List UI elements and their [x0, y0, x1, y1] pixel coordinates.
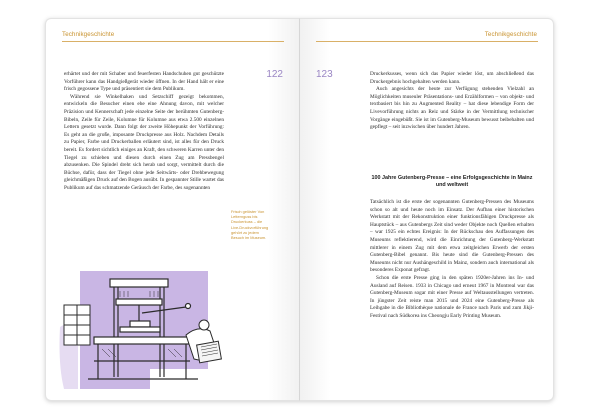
illustration-caption: Frisch gelöster Von Letternguss bis Druckerkuss – die Live-Druckvorführung gehört zu jedem Besuch im Museum. — [231, 209, 269, 241]
printing-press-illustration — [58, 265, 236, 393]
left-paragraph-1: erhärtet und der mit Schaber und feuerfesten Handschuhen gut geschützte Vorführer kann das Handgießgerät wieder öffnen. In der Hand hält er eine frisch gegossene Type und präsentiert sie dem Publikum. — [64, 71, 224, 93]
right-paragraph-4: Schon die erste Presse ging in den späten 1920er-Jahren ins In- und Ausland auf Reisen. 1933 in Chicago und erneut 1967 in Montreal war das Gutenberg-Museum sogar mit einer Presse auf Weltausstellungen vertreten. In jüngster Zeit reiste man 2015 und 2024 eine Gutenberg-Presse als Leihgabe in die Bibliothèque nationale de France nach Paris und zum Jikji-Festival nach Südkorea ins Cheongju Early Printing Museum. — [370, 274, 534, 319]
right-body-text-top — [370, 71, 534, 132]
right-header-rule — [316, 41, 538, 42]
right-page — [299, 18, 554, 401]
right-paragraph-1: Druckerkusses, wenn sich das Papier wieder löst, um abschließend das Druckergebnis hochgehalten werden kann. — [370, 71, 534, 85]
right-body-text-bottom — [370, 199, 534, 321]
right-running-head: Technikgeschichte — [484, 31, 537, 38]
left-body-text — [64, 71, 224, 193]
open-book — [45, 18, 554, 401]
left-page-number: 122 — [266, 69, 283, 80]
section-subheading: 100 Jahre Gutenberg-Presse – eine Erfolgsgeschichte in Mainz und weltweit — [371, 175, 533, 189]
left-header-rule — [62, 41, 284, 42]
left-page — [45, 18, 299, 401]
right-page-number: 123 — [316, 69, 333, 80]
right-paragraph-2: Auch angesichts der heute zur Verfügung stehenden Vielzahl an Möglichkeiten museuler Präsentations- und Erzählformen – von objekt- und textbasiert bis hin zu Augmented Reality – hat diese lebendige Form der Livevorführung nichts an Reiz und Stärke in der Vermittlung technischer Vorgänge eingebüßt. Sie ist im Gutenberg-Museum bewusst beibehalten und gepflegt – seit inzwischen über hundert Jahren. — [370, 86, 534, 131]
left-paragraph-2: Während sie Winkelhaken und Setzschiff gezeigt bekommen, entwickeln die Besucher einen ehe eine Ahnung davon, mit welcher Präzision und Kennerschaft jede einzelne Seite der berühmten Gutenberg-Bibeln, Zeile für Zeile, Kolumne für Kolumne aus etwa 2.500 einzelnen Lettern gesetzt wurde. Dann folgt der zweite Höhepunkt der Vorführung: Es geht an die große, imposante Druckpresse aus Holz. Nachdem Details zu Papier, Farbe und Druckerballen erläutert sind, ist alles für den Druck bereit. Es fordert sichtlich einiges an Kraft, den schweren Karren unter den Tiegel zu schieben und diesen durch einen Zug am Pressbengel abzusenken. Die Spindel dreht sich herab und sorgt, vermittelt durch die Büchse, dafür, dass der Tiegel ohne jede Seitwärts- oder Drehbewegung gleichmäßigen Druck auf den Bogen ausübt. In gespannter Stille wartet das Publikum auf das schmatzende Geräusch der Farbe, des sogenannten — [64, 93, 224, 191]
left-running-head: Technikgeschichte — [62, 31, 115, 38]
right-paragraph-3: Tatsächlich ist die erste der sogenannten Gutenberg-Pressen des Museums schon so alt und heute noch im Einsatz. Der Aufbau einer historischen Werkstatt mit der Rekonstruktion einer funktionsfähigen Druckpresse als Hauptstück – aus Gutenbergs Zeit sind weder Objekte noch Quellen erhalten – war 1925 ein echtes Ereignis: In der Rückschau den Auffassungen des Museums reflektierend, wird die Einrichtung der Gutenberg-Werkstatt mittlerer in einem Zug mit dem etwa zeitgleichen Erwerb der ersten Gutenberg-Bibel genannt. Bis heute sind die Gutenberg-Pressen des Museums nicht nur Aushängeschild in Mainz, sondern auch international als besonderes Exponat gefragt. — [370, 199, 534, 274]
type-cabinet — [64, 305, 90, 345]
